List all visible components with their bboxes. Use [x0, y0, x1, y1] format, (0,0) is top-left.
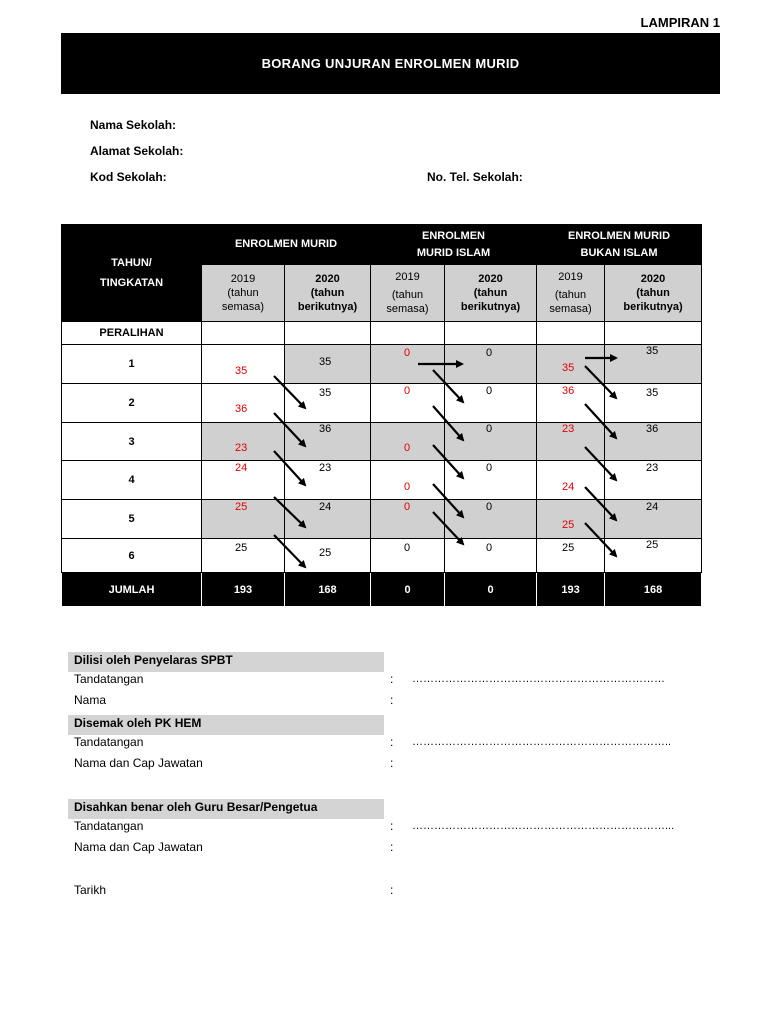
- bukan-islam-header: [537, 225, 702, 265]
- colon: :: [390, 672, 394, 686]
- year-sub: berikutnya): [297, 301, 358, 313]
- year-sub: (tahun: [227, 287, 259, 299]
- alamat-sekolah-label: Alamat Sekolah:: [90, 144, 184, 158]
- tingkatan-label: TINGKATAN: [99, 276, 164, 289]
- colon: :: [390, 693, 394, 707]
- value-2019: 0: [404, 442, 411, 454]
- year-2020: 2020: [315, 273, 340, 285]
- year-sub: (tahun: [310, 287, 345, 299]
- jumlah-value: 0: [371, 573, 445, 607]
- signature-line[interactable]: ……………………………………………………………...: [412, 820, 675, 832]
- jumlah-row: [62, 573, 702, 607]
- murid-islam-line1: ENROLMEN: [422, 229, 485, 242]
- col-2019-murid: [202, 265, 285, 322]
- table-cell: [371, 322, 445, 345]
- value-2019: 0: [404, 347, 411, 359]
- table-cell: [202, 322, 285, 345]
- kod-sekolah-label: Kod Sekolah:: [90, 170, 167, 184]
- jumlah-value: 193: [537, 573, 605, 607]
- value-2019: 36: [235, 403, 248, 415]
- table-cell: [285, 322, 371, 345]
- nama-cap-label: Nama dan Cap Jawatan: [74, 840, 203, 854]
- value-2019: 24: [562, 481, 575, 493]
- col-2020-bukan-islam: [605, 265, 702, 322]
- form-title: BORANG UNJURAN ENROLMEN MURID: [261, 56, 520, 71]
- tahun-label: TAHUN/: [111, 256, 152, 269]
- value-2019: 0: [404, 501, 411, 513]
- year-2019: 2019: [230, 273, 256, 285]
- signature-line[interactable]: ……………………………………………………………..: [412, 736, 672, 748]
- year-2020: 2020: [478, 273, 503, 285]
- value-2019: 25: [235, 501, 248, 513]
- value-2019: 0: [404, 385, 411, 397]
- year-sub: berikutnya): [623, 301, 683, 313]
- tandatangan-label: Tandatangan: [74, 735, 144, 749]
- bukan-islam-line1: ENROLMEN MURID: [567, 229, 671, 242]
- colon: :: [390, 735, 394, 749]
- guru-besar-heading: Disahkan benar oleh Guru Besar/Pengetua: [68, 799, 384, 819]
- tandatangan-label: Tandatangan: [74, 819, 144, 833]
- year-sub: (tahun: [391, 289, 424, 301]
- table-row: [62, 423, 702, 461]
- value-2020: 0: [486, 542, 493, 554]
- value-2020: 23: [319, 462, 332, 474]
- row-label: 6: [62, 539, 202, 573]
- year-2019: 2019: [558, 271, 583, 283]
- value-2020: 25: [319, 547, 332, 559]
- tarikh-label: Tarikh: [74, 883, 107, 897]
- lampiran-label: LAMPIRAN 1: [640, 15, 720, 30]
- row-label: 1: [62, 345, 202, 384]
- table-cell: [605, 322, 702, 345]
- year-2019: 2019: [395, 271, 420, 283]
- table-cell: [445, 322, 537, 345]
- value-2019: 23: [235, 442, 248, 454]
- colon: :: [390, 819, 394, 833]
- value-2020: 35: [319, 356, 332, 368]
- value-2019: 0: [404, 542, 411, 554]
- value-2019: 25: [562, 519, 575, 531]
- murid-islam-header: [371, 225, 537, 265]
- value-2020: 24: [646, 501, 659, 513]
- year-sub: semasa): [549, 303, 592, 315]
- jumlah-value: 0: [445, 573, 537, 607]
- value-2019: 36: [562, 385, 575, 397]
- value-2019: 23: [562, 423, 575, 435]
- table-row: [62, 345, 702, 384]
- value-2020: 24: [319, 501, 332, 513]
- value-2020: 36: [646, 423, 659, 435]
- colon: :: [390, 883, 394, 897]
- jumlah-value: 168: [285, 573, 371, 607]
- value-2020: 35: [646, 345, 659, 357]
- colon: :: [390, 756, 394, 770]
- row-label: 3: [62, 423, 202, 461]
- value-2020: 35: [646, 387, 659, 399]
- value-2019: 24: [235, 462, 248, 474]
- value-2019: 25: [562, 542, 575, 554]
- value-2019: 0: [404, 481, 411, 493]
- value-2020: 36: [319, 423, 332, 435]
- no-tel-label: No. Tel. Sekolah:: [427, 170, 523, 184]
- row-label: 2: [62, 384, 202, 423]
- nama-cap-label: Nama dan Cap Jawatan: [74, 756, 203, 770]
- peralihan-label: PERALIHAN: [62, 322, 202, 345]
- value-2020: 0: [486, 385, 493, 397]
- value-2019: 35: [235, 365, 248, 377]
- jumlah-label: JUMLAH: [62, 573, 202, 607]
- value-2020: 23: [646, 462, 659, 474]
- penyelaras-spbt-heading: Dilisi oleh Penyelaras SPBT: [68, 652, 384, 672]
- nama-label: Nama: [74, 693, 107, 707]
- tahun-tingkatan-header: [62, 225, 202, 322]
- table-row: [62, 461, 702, 500]
- table-row: [62, 500, 702, 539]
- tandatangan-label: Tandatangan: [74, 672, 144, 686]
- year-sub: (tahun: [636, 287, 670, 299]
- bukan-islam-line2: BUKAN ISLAM: [580, 246, 658, 259]
- row-label: 4: [62, 461, 202, 500]
- year-sub: (tahun: [473, 287, 508, 299]
- col-2019-islam: [371, 265, 445, 322]
- value-2020: 0: [486, 501, 493, 513]
- jumlah-value: 193: [202, 573, 285, 607]
- year-sub: berikutnya): [460, 301, 521, 313]
- value-2020: 0: [486, 347, 493, 359]
- value-2020: 35: [319, 387, 332, 399]
- table-row: [62, 539, 702, 573]
- col-2020-murid: [285, 265, 371, 322]
- nama-sekolah-label: Nama Sekolah:: [90, 118, 177, 132]
- enrolment-table: [61, 224, 702, 607]
- year-sub: semasa): [221, 301, 265, 313]
- colon: :: [390, 840, 394, 854]
- value-2019: 35: [562, 362, 575, 374]
- pk-hem-heading: Disemak oleh PK HEM: [68, 715, 384, 735]
- form-title-banner: [61, 33, 720, 94]
- col-2020-islam: [445, 265, 537, 322]
- table-row: [62, 384, 702, 423]
- col-2019-bukan-islam: [537, 265, 605, 322]
- year-sub: (tahun: [554, 289, 587, 301]
- signature-line[interactable]: ……………………………………………………………: [412, 673, 665, 685]
- year-2020: 2020: [640, 273, 666, 285]
- value-2020: 25: [646, 539, 659, 551]
- value-2019: 25: [235, 542, 248, 554]
- jumlah-value: 168: [605, 573, 702, 607]
- enrolmen-murid-header: ENROLMEN MURID: [202, 225, 371, 265]
- year-sub: semasa): [386, 303, 429, 315]
- value-2020: 0: [486, 462, 493, 474]
- row-label: 5: [62, 500, 202, 539]
- murid-islam-line2: MURID ISLAM: [416, 246, 491, 259]
- value-2020: 0: [486, 423, 493, 435]
- table-cell: [537, 322, 605, 345]
